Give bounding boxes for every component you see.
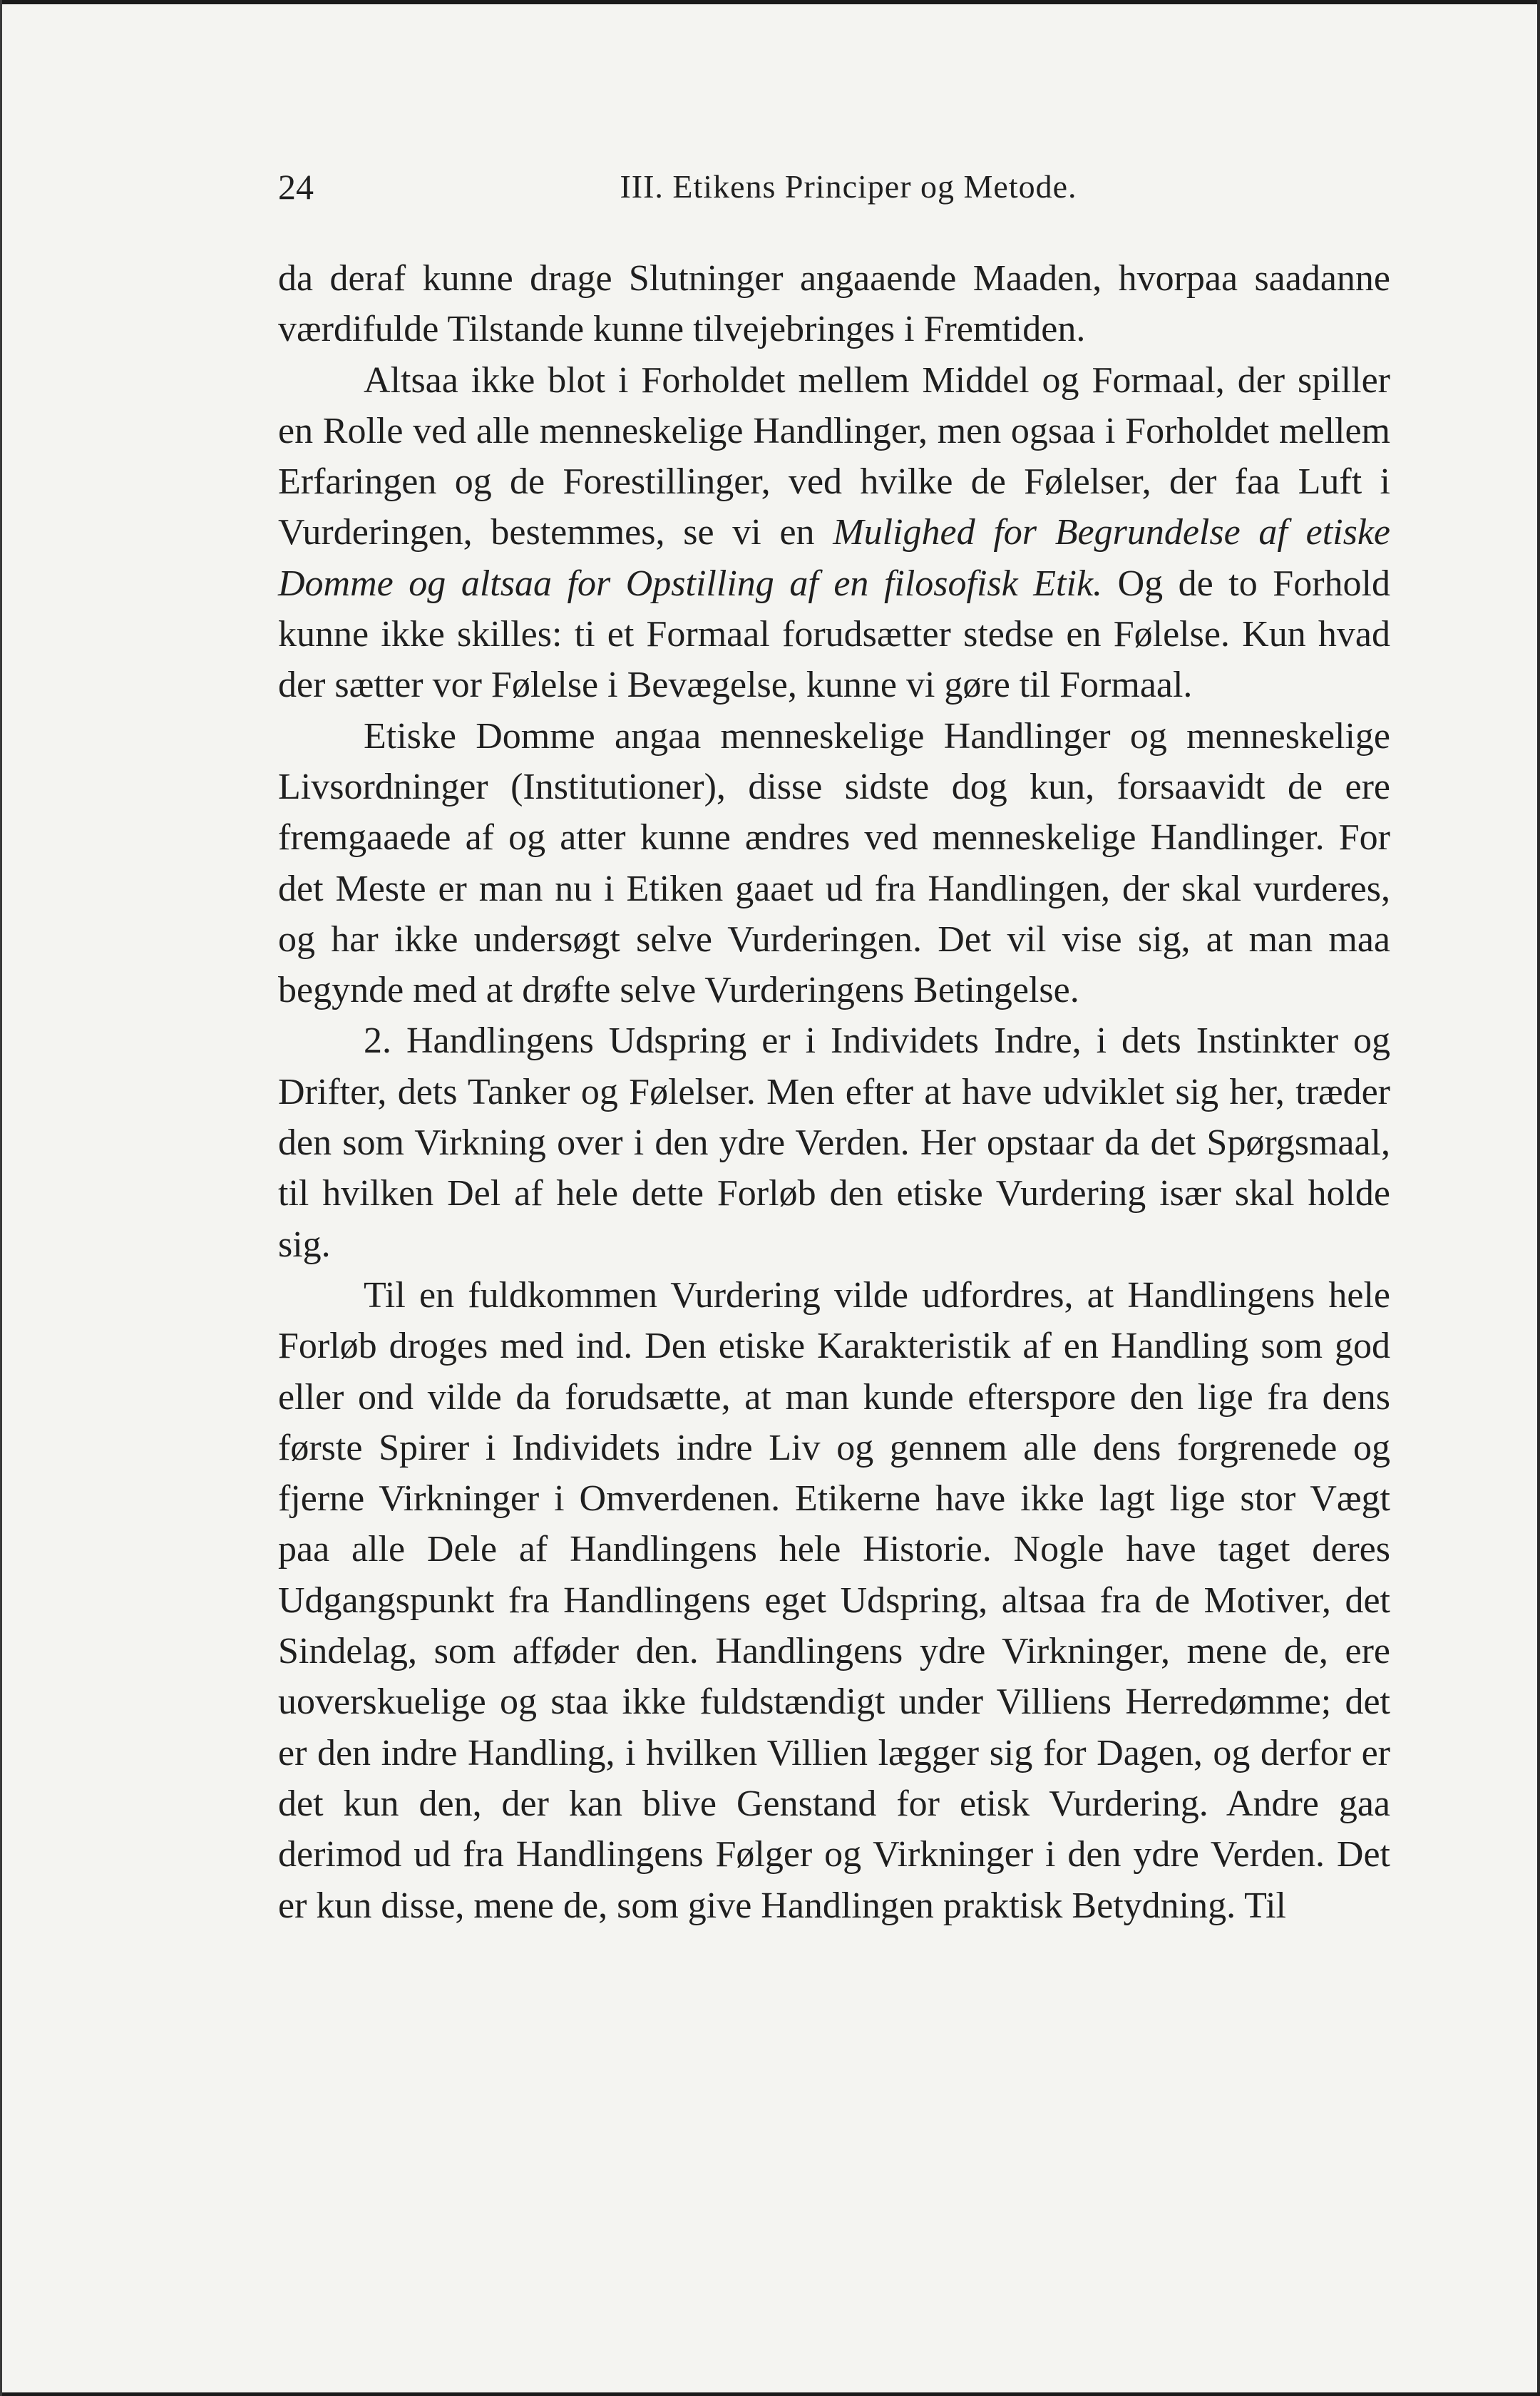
running-title: III. Etikens Principer og Metode.	[620, 168, 1077, 205]
scan-border-bottom	[0, 2392, 1540, 2396]
page-header	[278, 158, 1390, 215]
paragraph-text: Altsaa ikke blot i Forholdet mellem Middel og Formaal, der spiller en Rolle ved alle menneskelige Handlinger, men ogsaa i Forholdet mellem Erfaringen og de Forestillinger, ved hvilke de Følelser, der faa Luft i Vurderingen, bestemmes, se vi en	[278, 359, 1390, 553]
page-number: 24	[278, 167, 314, 207]
scan-border-right	[1537, 0, 1540, 2396]
scan-border-left	[0, 0, 2, 2396]
paragraph-altsaa	[278, 355, 1390, 711]
body-text	[278, 253, 1390, 1931]
paragraph-continuation: da deraf kunne drage Slutninger angaaende Maaden, hvorpaa saadanne værdifulde Tilstande kunne tilvejebringes i Fremtiden.	[278, 258, 1390, 350]
paragraph-section-2: 2. Handlingens Udspring er i Individets Indre, i dets Instinkter og Drifter, dets Tanker og Følelser. Men efter at have udviklet sig her, træder den som Virkning over i den ydre Verden. Her opstaar da det Spørgsmaal, til hvilken Del af hele dette Forløb den etiske Vurdering især skal holde sig.	[278, 1020, 1390, 1265]
paragraph-etiske-domme: Etiske Domme angaa menneskelige Handlinger og menneskelige Livsordninger (Institutioner), disse sidste dog kun, forsaavidt de ere fremgaaede af og atter kunne ændres ved menneskelige Handlinger. For det Meste er man nu i Etiken gaaet ud fra Handlingen, der skal vurderes, og har ikke undersøgt selve Vurderingen. Det vil vise sig, at man maa begynde med at drøfte selve Vurderingens Betingelse.	[278, 715, 1390, 1011]
emphasized-phrase: Mulighed for Begrundelse af etiske Domme og altsaa for Opstilling af en filosofisk Etik.	[278, 512, 1390, 604]
paragraph-til-en-fuldkommen: Til en fuldkommen Vurdering vilde udfordres, at Handlingens hele Forløb droges med ind. Den etiske Karakteristik af en Handling som god eller ond vilde da forudsætte, at man kunde efterspore den lige fra dens første Spirer i Individets indre Liv og gennem alle dens forgrenede og fjerne Virkninger i Omverdenen. Etikerne have ikke lagt lige stor Vægt paa alle Dele af Handlingens hele Historie. Nogle have taget deres Udgangspunkt fra Handlingens eget Udspring, altsaa fra de Motiver, det Sindelag, som afføder den. Handlingens ydre Virkninger, mene de, ere uoverskuelige og staa ikke fuldstændigt under Villiens Herredømme; det er den indre Handling, i hvilken Villien lægger sig for Dagen, og derfor er det kun den, der kan blive Genstand for etisk Vurdering. Andre gaa derimod ud fra Handlingens Følger og Virkninger i den ydre Verden. Det er kun disse, mene de, som give Handlingen praktisk Betydning. Til	[278, 1274, 1390, 1926]
paragraph-text: Og de to Forhold kunne ikke skilles: ti et Formaal forudsætter stedse en Følelse. Kun hvad der sætter vor Følelse i Bevægelse, kunne vi gøre til Formaal.	[278, 563, 1390, 706]
scan-border-top	[0, 0, 1540, 4]
